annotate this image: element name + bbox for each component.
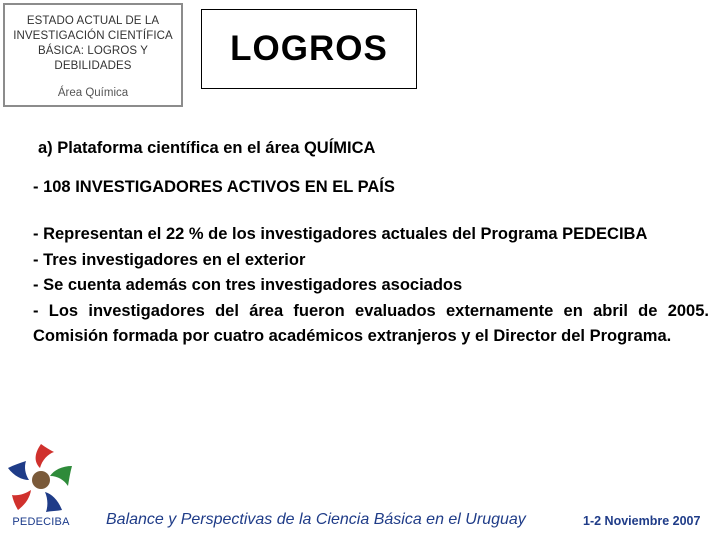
header-title: ESTADO ACTUAL DE LA INVESTIGACIÓN CIENTÍFICA BÁSICA: LOGROS Y DEBILIDADES [13,15,173,72]
section-title-box [201,9,417,89]
subtitle: a) Plataforma científica en el área QUÍMICA [38,139,376,157]
bullet-item: - Representan el 22 % de los investigadores actuales del Programa PEDECIBA [33,225,648,243]
researchers-line: - 108 INVESTIGADORES ACTIVOS EN EL PAÍS [33,178,395,196]
header-box [3,3,183,107]
footer-title: Balance y Perspectivas de la Ciencia Básica en el Uruguay [106,511,526,528]
footer-date: 1-2 Noviembre 2007 [583,514,701,528]
header-area: Área Química [57,87,129,99]
pedeciba-logo [4,440,78,536]
bullet-item: - Los investigadores del área fueron evaluados externamente en abril de 2005. Comisión formada por cuatro académicos extranjeros y el Director del Programa. [33,301,709,346]
bullet-item: - Se cuenta además con tres investigadores asociados [33,276,463,295]
section-title: LOGROS [230,29,388,68]
logo-text: PEDECIBA [12,516,70,528]
pedeciba-star-icon [4,440,78,516]
bullet-item: - Tres investigadores en el exterior [33,250,306,269]
bullet-list [33,222,709,350]
